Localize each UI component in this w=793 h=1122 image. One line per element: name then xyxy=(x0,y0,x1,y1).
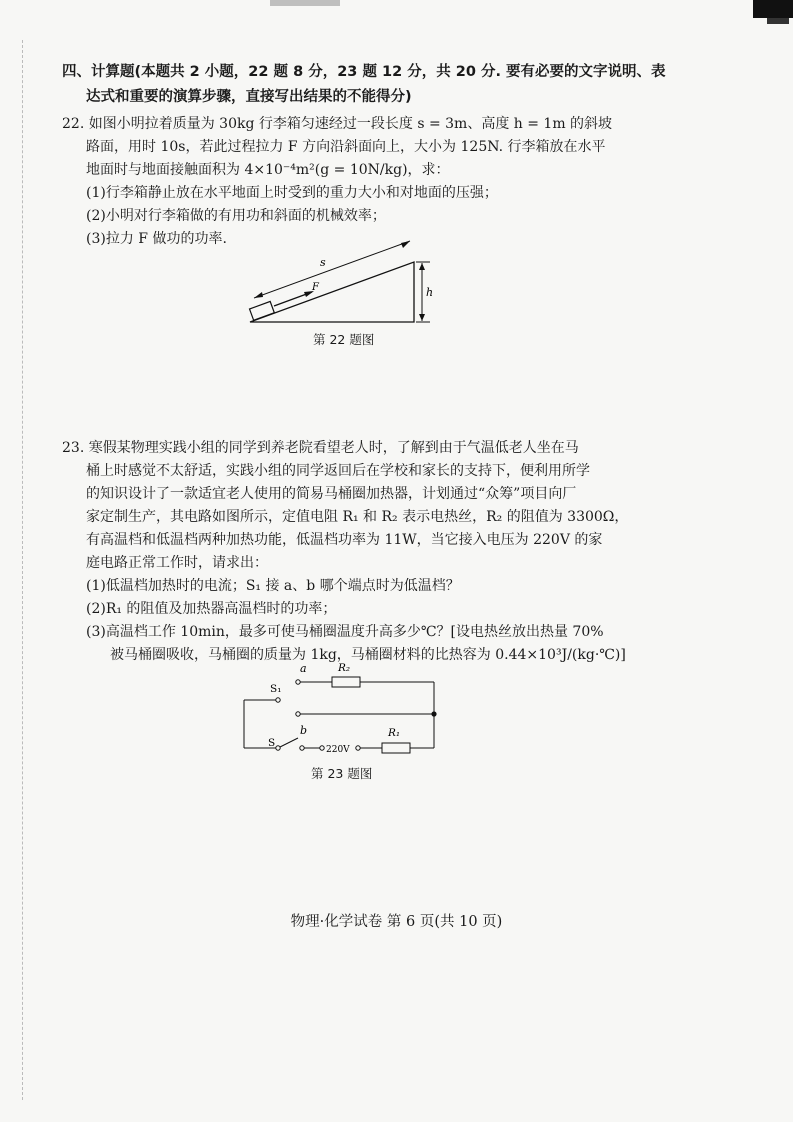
q22-line3: 地面时与地面接触面积为 4×10⁻⁴m²(g = 10N/kg)，求： xyxy=(86,162,450,178)
scan-edge-mark-small xyxy=(767,18,789,24)
label-220V: 220V xyxy=(326,745,350,755)
section-title-line1: 四、计算题(本题共 2 小题，22 题 8 分，23 题 12 分，共 20 分. 要有必要的文字说明、表 xyxy=(62,64,666,80)
q22-sub3: (3)拉力 F 做功的功率. xyxy=(86,231,227,247)
question-23 xyxy=(62,437,738,667)
top-edge-scrap xyxy=(270,0,340,6)
resistor-R2 xyxy=(332,677,360,687)
label-a: a xyxy=(300,662,307,675)
q22-line1: 22. 如图小明拉着质量为 30kg 行李箱匀速经过一段长度 s = 3m、高度 h = 1m 的斜坡 xyxy=(62,116,613,132)
terminal-a xyxy=(296,680,300,684)
page-footer: 物理·化学试卷 第 6 页(共 10 页) xyxy=(290,914,503,930)
section-title-line2: 达式和重要的演算步骤，直接写出结果的不能得分) xyxy=(86,89,412,105)
switch-S-pivot xyxy=(276,746,280,750)
q23-sub3a: (3)高温档工作 10min，最多可使马桶圈温度升高多少℃？[设电热丝放出热量 70% xyxy=(86,624,604,640)
question-22 xyxy=(62,113,738,251)
switch-S-blade xyxy=(280,738,298,747)
q23-line4: 家定制生产，其电路如图所示，定值电阻 R₁ 和 R₂ 表示电热丝，R₂ 的阻值为 3300Ω， xyxy=(86,509,629,525)
terminal-220V-right xyxy=(356,746,360,750)
terminal-220V-left xyxy=(320,746,324,750)
s-arrow-head-right xyxy=(401,241,410,248)
figure-23-circuit xyxy=(236,660,446,760)
q23-sub2: (2)R₁ 的阻值及加热器高温档时的功率； xyxy=(86,601,337,617)
label-R1: R₁ xyxy=(388,727,401,739)
s-arrow-line xyxy=(254,241,410,298)
page-content xyxy=(62,60,738,251)
label-F: F xyxy=(312,282,319,293)
q22-line2: 路面，用时 10s，若此过程拉力 F 方向沿斜面向上，大小为 125N. 行李箱放在水平 xyxy=(86,139,606,155)
figure-22-caption: 第 22 题图 xyxy=(313,332,375,347)
label-R2: R₂ xyxy=(338,662,351,674)
q22-sub2: (2)小明对行李箱做的有用功和斜面的机械效率； xyxy=(86,208,386,224)
q23-line5: 有高温档和低温档两种加热功能，低温档功率为 11W，当它接入电压为 220V 的家 xyxy=(86,532,603,548)
figure-23-caption: 第 23 题图 xyxy=(311,766,373,781)
label-b: b xyxy=(300,724,308,737)
terminal-b xyxy=(296,712,300,716)
label-s: s xyxy=(320,256,326,269)
label-S: S xyxy=(268,737,276,749)
switch-S-contact xyxy=(300,746,304,750)
q23-line3: 的知识设计了一款适宜老人使用的简易马桶圈加热器，计划通过“众筹”项目向厂 xyxy=(86,486,577,502)
s-arrow-head-left xyxy=(254,292,263,298)
q23-sub3b: 被马桶圈吸收，马桶圈的质量为 1kg，马桶圈材料的比热容为 0.44×10³J/(kg·℃)] xyxy=(110,647,626,663)
luggage-box xyxy=(250,301,275,320)
binding-dashed-line xyxy=(22,40,23,1100)
q23-line1: 23. 寒假某物理实践小组的同学到养老院看望老人时，了解到由于气温低老人坐在马 xyxy=(62,440,579,456)
resistor-R1 xyxy=(382,743,410,753)
q23-line2: 桶上时感觉不太舒适，实践小组的同学返回后在学校和家长的支持下，便利用所学 xyxy=(86,463,590,479)
h-arrow-head-top xyxy=(419,263,425,270)
junction-dot xyxy=(431,711,436,716)
label-S1: S₁ xyxy=(270,683,282,695)
label-h: h xyxy=(426,286,434,299)
figure-22-incline xyxy=(240,232,450,332)
q23-line6: 庭电路正常工作时，请求出： xyxy=(86,555,268,571)
scan-edge-mark xyxy=(753,0,793,18)
h-arrow-head-bottom xyxy=(419,314,425,321)
q23-sub1: (1)低温档加热时的电流；S₁ 接 a、b 哪个端点时为低温档？ xyxy=(86,578,460,594)
switch-S1-pivot xyxy=(276,698,280,702)
q22-sub1: (1)行李箱静止放在水平地面上时受到的重力大小和对地面的压强； xyxy=(86,185,498,201)
